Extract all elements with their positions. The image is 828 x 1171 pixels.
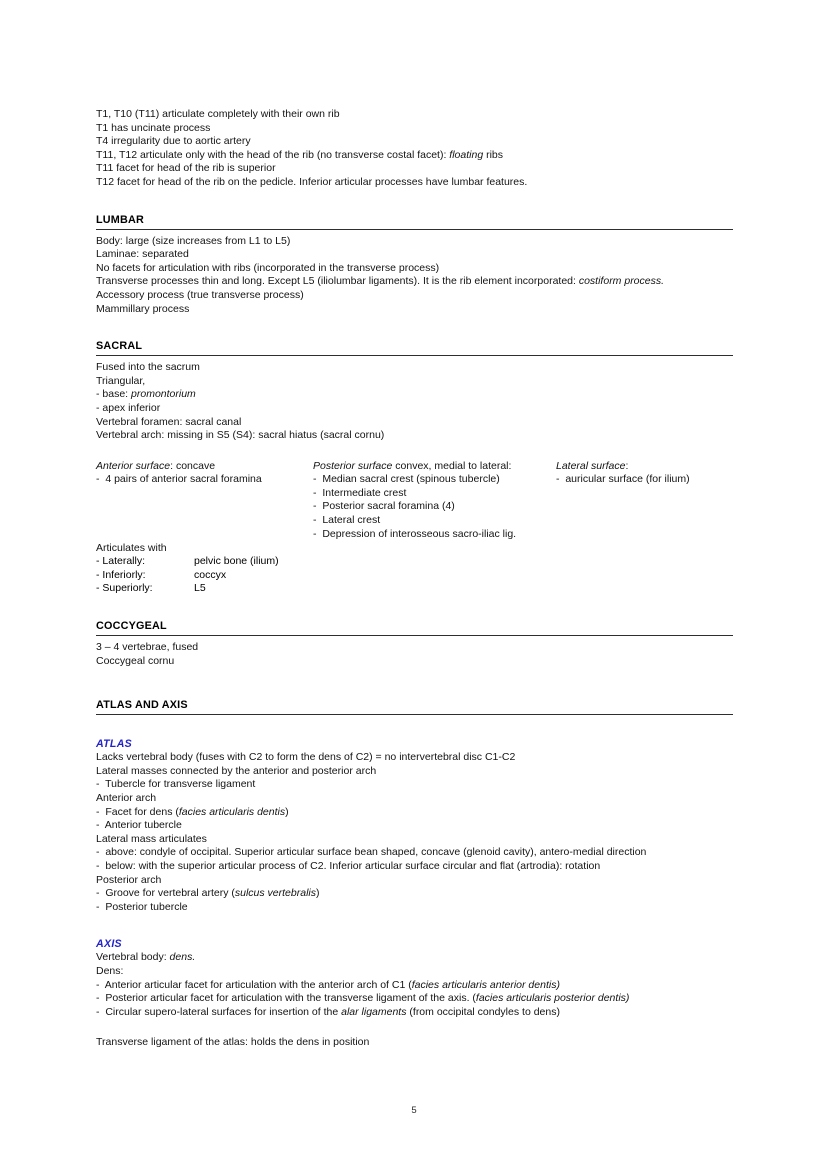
text-run: - Facet for dens ( (96, 805, 179, 818)
table-row (96, 569, 734, 583)
section-lumbar (96, 213, 734, 317)
spacer (96, 668, 734, 698)
text-run: Transverse processes thin and long. Except L5 (iliolumbar ligaments). It is the rib element incorporated: (96, 275, 579, 288)
text-line: T1 has uncinate process (96, 121, 211, 134)
section-coccygeal (96, 619, 734, 668)
row-key: - Inferiorly: (96, 568, 146, 581)
text-line: Lateral mass articulates (96, 832, 207, 845)
spacer (96, 914, 734, 937)
row-key: - Laterally: (96, 555, 146, 568)
row-value: coccyx (194, 568, 227, 581)
text-run: convex, medial to lateral: (392, 459, 512, 472)
text-run-italic: facies articularis anterior dentis) (411, 978, 560, 991)
text-line: - apex inferior (96, 401, 161, 414)
text-line: Lateral masses connected by the anterior and posterior arch (96, 764, 377, 777)
table-row (96, 555, 734, 569)
text-run-italic: sulcus vertebralis (234, 887, 316, 900)
text-run: ribs (483, 148, 503, 161)
text-run: ) (316, 887, 320, 900)
list-item: - below: with the superior articular process of C2. Inferior articular surface circular and flat (artrodia): rotation (96, 860, 601, 872)
text-run: (from occipital condyles to dens) (406, 1005, 560, 1018)
text-line: T12 facet for head of the rib on the pedicle. Inferior articular processes have lumbar features. (96, 175, 528, 188)
text-run-italic: promontorium (131, 388, 196, 401)
text-run-italic: costiform process. (578, 275, 665, 288)
row-key: - Superiorly: (96, 582, 153, 595)
text-run-italic: facies articularis posterior dentis) (475, 992, 630, 1005)
text-run: - Groove for vertebral artery ( (96, 887, 235, 900)
spacer (96, 596, 734, 619)
text-line-costiform (96, 275, 734, 289)
list-item: - Median sacral crest (spinous tubercle) (313, 473, 500, 486)
page-content (96, 108, 734, 1050)
text-run: - Anterior articular facet for articulation with the anterior arch of C1 ( (96, 978, 412, 991)
section-divider (96, 229, 733, 230)
text-run-italic: Lateral surface (556, 459, 626, 472)
section-atlas-and-axis (96, 698, 734, 1050)
list-item: - Intermediate crest (313, 486, 407, 499)
text-line: Dens: (96, 964, 124, 977)
text-line: Lacks vertebral body (fuses with C2 to form the dens of C2) = no intervertebral disc C1-C2 (96, 751, 516, 764)
subsection-heading-axis: AXIS (96, 938, 122, 951)
text-run: ) (285, 805, 289, 818)
list-item-dens (96, 992, 734, 1006)
text-line-floating-ribs (96, 149, 734, 163)
text-line: Accessory process (true transverse process) (96, 288, 304, 301)
list-item-dens (96, 1006, 734, 1020)
row-value: L5 (194, 582, 206, 595)
list-item: - Depression of interosseous sacro-iliac lig. (313, 527, 517, 540)
text-line: Triangular, (96, 374, 146, 387)
list-item: - Tubercle for transverse ligament (96, 778, 256, 791)
section-divider (96, 714, 733, 715)
text-line: T11 facet for head of the rib is superior (96, 162, 276, 175)
spacer (96, 443, 734, 460)
text-line: Vertebral arch: missing in S5 (S4): sacral hiatus (sacral cornu) (96, 429, 385, 442)
list-item: - above: condyle of occipital. Superior articular surface bean shaped, concave (glenoid cavity), antero-medial direction (96, 846, 647, 859)
text-run: : concave (170, 459, 216, 472)
text-line-closing: Transverse ligament of the atlas: holds the dens in position (96, 1036, 370, 1049)
text-run: Vertebral body: (96, 951, 170, 964)
section-divider (96, 355, 733, 356)
list-item: - Posterior tubercle (96, 900, 188, 913)
column-title (556, 460, 734, 474)
text-line: Posterior arch (96, 873, 162, 886)
list-item-groove (96, 887, 734, 901)
text-run-italic: dens. (169, 951, 196, 964)
column-title (313, 460, 553, 474)
section-heading-atlas-and-axis: ATLAS AND AXIS (96, 699, 188, 712)
spacer (96, 1019, 734, 1036)
text-line: Coccygeal cornu (96, 654, 175, 667)
column-anterior-surface (96, 460, 311, 487)
list-item: - Posterior sacral foramina (4) (313, 500, 455, 513)
section-sacral (96, 339, 734, 596)
text-run-italic: alar ligaments (341, 1005, 407, 1018)
sacral-surfaces-columns (96, 460, 734, 542)
column-posterior-surface (313, 460, 553, 542)
articulates-title: Articulates with (96, 541, 167, 554)
text-line: No facets for articulation with ribs (incorporated in the transverse process) (96, 261, 440, 274)
text-line: T4 irregularity due to aortic artery (96, 135, 251, 148)
page-number: 5 (411, 1105, 417, 1116)
text-line: Vertebral foramen: sacral canal (96, 415, 242, 428)
section-heading-sacral: SACRAL (96, 340, 143, 353)
text-line: Laminae: separated (96, 248, 189, 261)
text-run: : (625, 459, 629, 472)
text-run-italic: facies articularis dentis (178, 805, 286, 818)
text-run-italic: floating (449, 148, 484, 161)
subsection-atlas (96, 737, 734, 914)
text-run: - Posterior articular facet for articulation with the transverse ligament of the axis. ( (96, 992, 476, 1005)
section-divider (96, 635, 733, 636)
text-run: - Circular supero-lateral surfaces for insertion of the (96, 1005, 342, 1018)
text-line: Fused into the sacrum (96, 361, 200, 374)
spacer (96, 316, 734, 339)
spacer (96, 190, 734, 213)
text-line: Body: large (size increases from L1 to L5) (96, 234, 291, 247)
thoracic-tail-block (96, 108, 734, 190)
column-lateral-surface (556, 460, 734, 487)
list-item-facet-dens (96, 806, 734, 820)
text-run-italic: Posterior surface (313, 459, 393, 472)
list-item: - auricular surface (for ilium) (556, 473, 690, 486)
text-run: - base: (96, 388, 132, 401)
subsection-axis (96, 937, 734, 1050)
text-line-vertebral-body (96, 951, 734, 965)
list-item: - 4 pairs of anterior sacral foramina (96, 473, 262, 486)
section-heading-coccygeal: COCCYGEAL (96, 620, 167, 633)
list-item-dens (96, 979, 734, 993)
row-value: pelvic bone (ilium) (194, 555, 279, 568)
text-line: 3 – 4 vertebrae, fused (96, 641, 199, 654)
list-item: - Lateral crest (313, 514, 381, 527)
section-heading-lumbar: LUMBAR (96, 213, 144, 226)
text-line-base (96, 388, 734, 402)
text-run-italic: Anterior surface (96, 459, 171, 472)
articulates-with-block (96, 542, 734, 596)
text-line: Mammillary process (96, 302, 190, 315)
spacer (96, 720, 734, 737)
list-item: - Anterior tubercle (96, 819, 182, 832)
column-title (96, 460, 311, 474)
text-line: Anterior arch (96, 792, 157, 805)
text-run: T11, T12 articulate only with the head of the rib (no transverse costal facet): (96, 148, 450, 161)
subsection-heading-atlas: ATLAS (96, 738, 133, 751)
table-row (96, 582, 734, 596)
text-line: T1, T10 (T11) articulate completely with their own rib (96, 108, 340, 120)
